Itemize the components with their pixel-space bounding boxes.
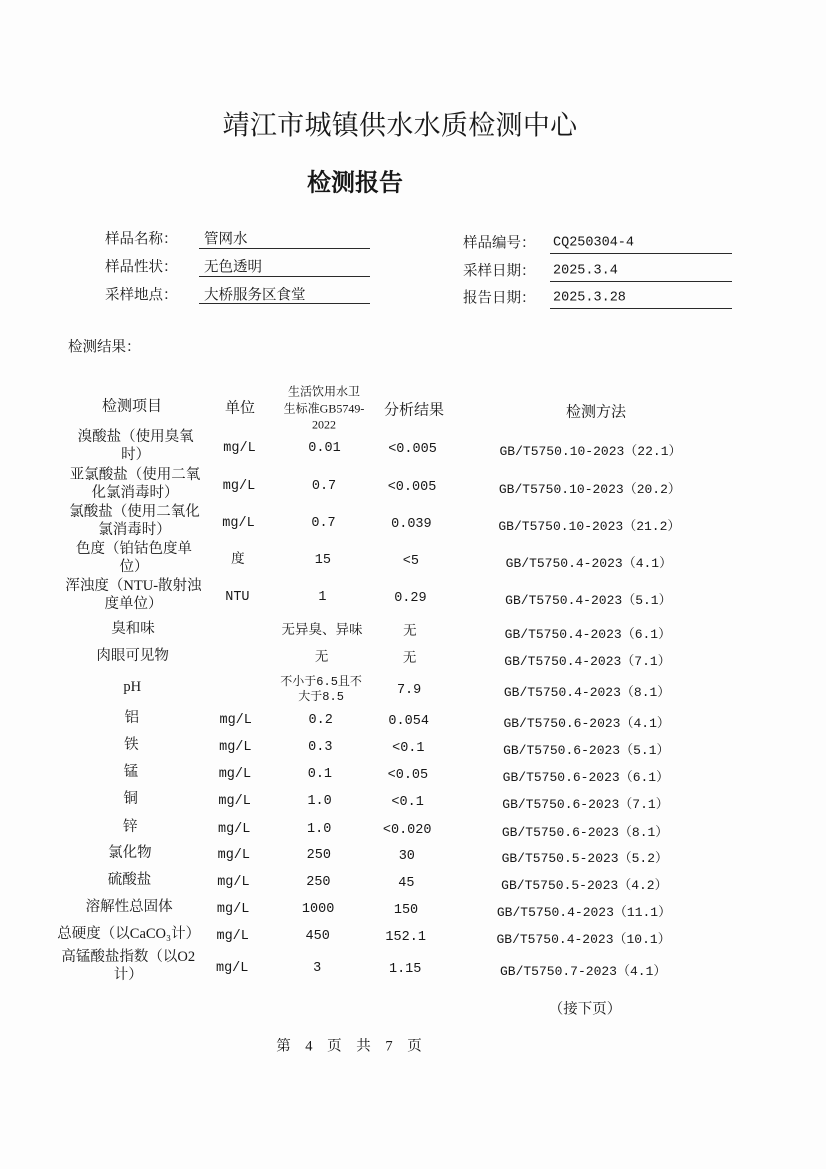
- unit: mg/L: [217, 848, 250, 863]
- result-value: <0.1: [391, 795, 424, 810]
- item-name: 氯化物: [108, 845, 152, 861]
- text-line: 氯消毒时）: [98, 522, 171, 538]
- result-value: 无: [402, 652, 417, 667]
- text-line: 度单位）: [104, 596, 163, 612]
- limit-value: 0.01: [308, 441, 341, 456]
- limit-value: 250: [306, 875, 331, 890]
- org-name: 靖江市城镇供水水质检测中心: [222, 110, 578, 141]
- method: GB/T5750.10-2023（22.1）: [499, 444, 682, 459]
- result-value: 0.054: [388, 714, 429, 729]
- item-name: 铁: [124, 737, 139, 753]
- unit: mg/L: [219, 740, 252, 755]
- method: GB/T5750.6-2023（4.1）: [503, 716, 670, 731]
- text-line: 2022: [311, 417, 336, 432]
- text-line: 高锰酸盐指数（以O2: [61, 949, 196, 965]
- result-value: 无: [403, 625, 417, 640]
- item-name: [69, 503, 200, 539]
- item-name: 硫酸盐: [107, 872, 152, 888]
- sampling-date-label: 采样日期：: [463, 263, 536, 280]
- header-limit: [284, 383, 365, 433]
- sample-name-value: 管网水: [204, 231, 248, 248]
- item-name: [70, 466, 201, 502]
- page-indicator: 第 4 页 共 7 页: [276, 1038, 422, 1055]
- field-underline: [199, 276, 370, 277]
- result-value: <0.1: [392, 741, 425, 756]
- text-line: 化氯消毒时）: [91, 485, 179, 501]
- unit: mg/L: [223, 441, 256, 456]
- limit-value: 0.1: [307, 767, 333, 782]
- method: GB/T5750.10-2023（21.2）: [498, 519, 681, 534]
- sample-state-value: 无色透明: [204, 259, 262, 276]
- field-underline: [199, 248, 370, 249]
- limit-value: 1.0: [307, 794, 332, 809]
- report-date-value: 2025.3.28: [553, 290, 626, 306]
- limit-value: [280, 675, 362, 705]
- result-value: 0.29: [394, 591, 427, 606]
- item-name: [61, 948, 195, 984]
- method: GB/T5750.4-2023（4.1）: [505, 556, 673, 571]
- method: GB/T5750.4-2023（7.1）: [504, 654, 671, 669]
- result-value: 0.039: [391, 517, 432, 532]
- limit-value: 1: [318, 590, 327, 605]
- result-value: <0.020: [382, 823, 432, 838]
- item-name: [78, 428, 194, 464]
- method: GB/T5750.6-2023（5.1）: [503, 743, 670, 758]
- limit-value: 250: [306, 848, 331, 863]
- field-underline: [550, 308, 732, 309]
- header-result: 分析结果: [383, 402, 445, 419]
- method: GB/T5750.6-2023（6.1）: [502, 770, 670, 785]
- method: GB/T5750.7-2023（4.1）: [499, 964, 667, 979]
- text-line: 生标准GB5749-: [283, 400, 365, 415]
- limit-value: 0.2: [308, 713, 333, 728]
- item-name: 铝: [124, 710, 139, 726]
- limit-value: 15: [314, 553, 331, 568]
- field-underline: [550, 281, 732, 282]
- report-title: 检测报告: [307, 170, 403, 197]
- text-line: 位）: [119, 559, 149, 575]
- sample-id-label: 样品编号：: [463, 235, 536, 252]
- item-name: pH: [123, 679, 142, 695]
- unit: mg/L: [222, 516, 255, 531]
- field-underline: [550, 253, 732, 254]
- method: GB/T5750.4-2023（8.1）: [503, 685, 671, 700]
- result-value: 150: [393, 903, 419, 918]
- unit: 度: [231, 553, 245, 568]
- unit: mg/L: [219, 713, 252, 728]
- sample-id-value: CQ250304-4: [553, 235, 635, 251]
- limit-value: 1.0: [307, 822, 332, 837]
- limit-value: 0.7: [311, 479, 337, 494]
- results-label: 检测结果：: [68, 339, 141, 356]
- result-value: <0.005: [388, 442, 437, 457]
- method: GB/T5750.4-2023（5.1）: [505, 593, 672, 608]
- sample-name-label: 样品名称：: [105, 231, 178, 248]
- method: GB/T5750.6-2023（8.1）: [501, 825, 669, 840]
- method: GB/T5750.10-2023（20.2）: [498, 482, 681, 497]
- item-name: 肉眼可见物: [96, 648, 169, 664]
- result-value: 7.9: [396, 683, 422, 698]
- sampling-site-label: 采样地点：: [105, 287, 178, 304]
- item-name: 总硬度（以CaCO₃计）: [57, 926, 201, 942]
- sampling-date-value: 2025.3.4: [553, 263, 618, 279]
- text-line: 色度（铂钴色度单: [76, 541, 192, 557]
- sampling-site-value: 大桥服务区食堂: [204, 287, 306, 304]
- text-line: 生活饮用水卫: [287, 384, 361, 399]
- unit: mg/L: [218, 767, 252, 782]
- field-underline: [199, 303, 370, 304]
- method: GB/T5750.5-2023（5.2）: [501, 851, 669, 866]
- result-value: 45: [398, 876, 415, 891]
- text-line: 不小于6.5且不: [280, 675, 362, 689]
- unit: mg/L: [222, 479, 256, 494]
- text-line: 计）: [113, 967, 143, 983]
- text-line: 溴酸盐（使用臭氧: [77, 429, 194, 445]
- unit: mg/L: [215, 961, 249, 976]
- limit-value: 1000: [301, 902, 335, 917]
- unit: mg/L: [216, 902, 250, 917]
- item-name: 臭和味: [111, 621, 155, 637]
- continued-note: （接下页）: [548, 1001, 622, 1018]
- item-name: [65, 577, 201, 613]
- report-date-label: 报告日期：: [463, 290, 536, 307]
- limit-value: 0.3: [308, 740, 333, 755]
- result-value: 30: [398, 849, 415, 864]
- result-value: <5: [402, 554, 419, 569]
- item-name: [76, 540, 192, 576]
- method: GB/T5750.4-2023（11.1）: [496, 905, 672, 920]
- header-method: 检测方法: [565, 404, 627, 421]
- limit-value: 450: [305, 929, 330, 944]
- limit-value: 无异臭、异味: [281, 624, 363, 639]
- text-line: 氯酸盐（使用二氧化: [69, 504, 200, 520]
- limit-value: 0.7: [311, 516, 336, 531]
- text-line: 亚氯酸盐（使用二氧: [69, 467, 201, 483]
- sample-state-label: 样品性状：: [105, 259, 178, 276]
- limit-value: 无: [314, 651, 329, 666]
- text-line: 大于8.5: [298, 690, 344, 704]
- result-value: <0.005: [387, 480, 437, 495]
- header-item: 检测项目: [101, 398, 163, 415]
- unit: NTU: [225, 590, 250, 605]
- header-unit: 单位: [224, 400, 256, 417]
- result-value: 1.15: [388, 962, 422, 977]
- method: GB/T5750.4-2023（10.1）: [496, 932, 671, 947]
- method: GB/T5750.5-2023（4.2）: [501, 878, 668, 893]
- unit: mg/L: [218, 794, 251, 809]
- limit-value: 3: [313, 961, 322, 976]
- unit: mg/L: [216, 929, 249, 944]
- result-value: 152.1: [385, 930, 426, 945]
- text-line: 浑浊度（NTU-散射浊: [65, 578, 202, 594]
- item-name: 铜: [123, 791, 138, 807]
- item-name: 锰: [123, 764, 139, 780]
- result-value: <0.05: [387, 768, 429, 783]
- unit: mg/L: [217, 822, 251, 837]
- method: GB/T5750.4-2023（6.1）: [504, 627, 672, 642]
- method: GB/T5750.6-2023（7.1）: [502, 797, 669, 812]
- text-line: 时）: [121, 447, 151, 463]
- item-name: 锌: [122, 819, 138, 835]
- item-name: 溶解性总固体: [85, 899, 173, 915]
- unit: mg/L: [217, 875, 250, 890]
